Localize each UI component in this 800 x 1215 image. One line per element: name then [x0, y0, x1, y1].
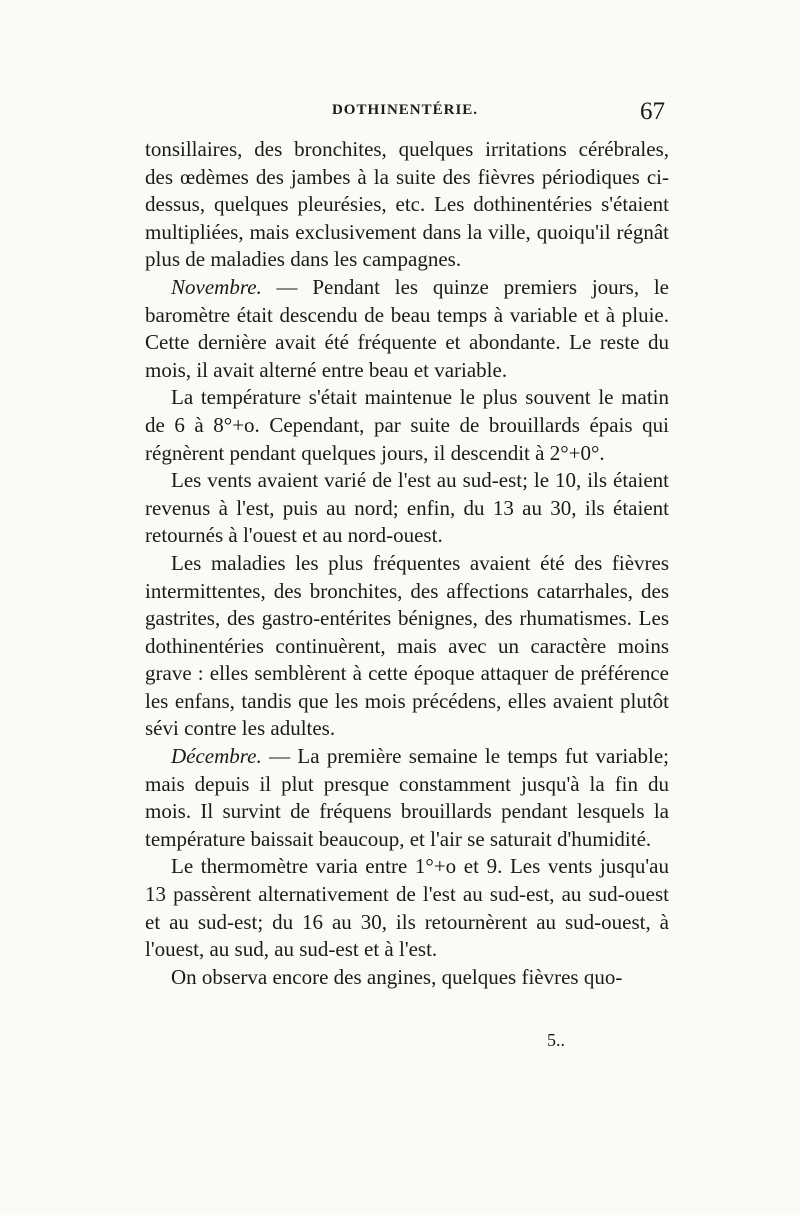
- month-label-november: Novembre.: [171, 274, 262, 299]
- paragraph-november-text: — Pendant les quinze premiers jours, le baromètre était descendu de beau temps à variable et à pluie. Cette dernière avait été fréquente et abondante. Le reste du mois, il avait alterné entre beau et variable.: [145, 274, 669, 382]
- paragraph-december-text: — La première semaine le temps fut variable; mais depuis il plut presque constamment jusqu'à la fin du mois. Il survint de fréquens brouillards pendant lesquels la température baissait beaucoup, et l'air se saturait d'humidité.: [145, 744, 669, 851]
- signature-mark: 5..: [547, 1030, 565, 1050]
- paragraph-winds: Les vents avaient varié de l'est au sud-est; le 10, ils étaient revenus à l'est, puis au nord; enfin, du 13 au 30, ils étaient retournés à l'ouest et au nord-ouest.: [145, 468, 669, 548]
- paragraph-temperature: La température s'était maintenue le plus souvent le matin de 6 à 8°+o. Cependant, par suite de brouillards épais qui régnèrent pendant quelques jours, il descendit à 2°+0°.: [145, 385, 669, 465]
- body-text: [145, 136, 669, 991]
- paragraph-november: [145, 274, 669, 384]
- paragraph-diseases: Les maladies les plus fréquentes avaient été des fièvres intermittentes, des bronchites, des affections catarrhales, des gastrites, des gastro-entérites bénignes, des rhumatismes. Les dothinentéries continuèrent, mais avec un caractère moins grave : elles semblèrent à cette époque attaquer de préférence les enfans, tandis que les mois précédens, elles avaient plutôt sévi contre les adultes.: [145, 550, 669, 741]
- page-header: [145, 98, 665, 138]
- running-head: DOTHINENTÉRIE.: [331, 102, 479, 118]
- paragraph-1: tonsillaires, des bronchites, quelques irritations cérébrales, des œdèmes des jambes à la suite des fièvres périodiques ci-dessus, quelques pleurésies, etc. Les dothinentéries s'étaient multipliées, mais exclusivement dans la ville, quoiqu'il régnât plus de maladies dans les campagnes.: [145, 137, 669, 272]
- month-label-december: Décembre.: [171, 744, 262, 769]
- paragraph-thermometer: Le thermomètre varia entre 1°+o et 9. Les vents jusqu'au 13 passèrent alternativement de l'est au sud-est, au sud-ouest et au sud-est; du 16 au 30, ils retournèrent au sud-ouest, à l'ouest, au sud, au sud-est et à l'est.: [145, 854, 669, 962]
- paragraph-december: [145, 743, 669, 853]
- paragraph-observations: On observa encore des angines, quelques fièvres quo-: [171, 964, 623, 989]
- page-number: 67: [640, 98, 665, 125]
